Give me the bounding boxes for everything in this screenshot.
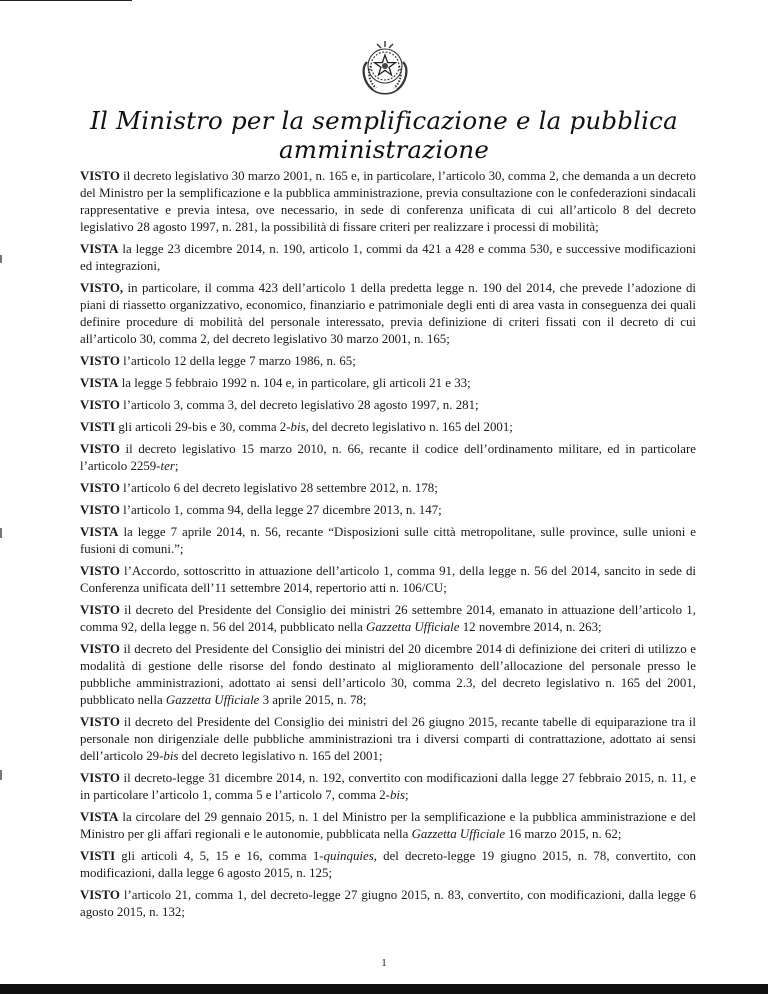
- recital-keyword: VISTO: [80, 354, 120, 368]
- recital-keyword: VISTA: [80, 376, 119, 390]
- recital-text: l’Accordo, sottoscritto in attuazione dell’articolo 1, comma 91, della legge n. 56 del 2014, sancito in sede di Conferenza unificata dell’11 settembre 2014, repertorio atti n. 106/CU;: [80, 564, 696, 595]
- recital-keyword: VISTO: [80, 888, 120, 902]
- recital-keyword: VISTO: [80, 442, 120, 456]
- scan-edge-mark: [0, 255, 2, 263]
- italian-republic-emblem-icon: [357, 38, 413, 98]
- recital-keyword: VISTA: [80, 810, 119, 824]
- recital-text: l’articolo 21, comma 1, del decreto-legge 27 giugno 2015, n. 83, convertito, con modificazioni, dalla legge 6 agosto 2015, n. 132;: [80, 888, 696, 919]
- recital-paragraph: [80, 770, 696, 804]
- scan-edge-mark: [0, 528, 2, 538]
- recital-paragraph: [80, 419, 696, 436]
- recital-text: 3 aprile 2015, n. 78;: [259, 693, 367, 707]
- italic-text: Gazzetta Ufficiale: [165, 693, 260, 707]
- recital-paragraph: [80, 480, 696, 497]
- recital-keyword: VISTO: [80, 603, 120, 617]
- recital-text: la legge 5 febbraio 1992 n. 104 e, in particolare, gli articoli 21 e 33;: [121, 376, 471, 390]
- recital-text: l’articolo 1, comma 94, della legge 27 dicembre 2013, n. 147;: [123, 503, 442, 517]
- recital-text: la legge 7 aprile 2014, n. 56, recante “Disposizioni sulle città metropolitane, sulle province, sulle unioni e fusioni di comuni.”;: [80, 525, 696, 556]
- recital-text: il decreto del Presidente del Consiglio dei ministri del 26 giugno 2015, recante tabelle di equiparazione tra il personale non dirigenziale delle pubbliche amministrazioni tra i diversi comparti di contrattazione, adottato ai sensi dell’articolo 29-: [80, 715, 696, 763]
- recital-paragraph: [80, 887, 696, 921]
- recital-keyword: VISTO: [80, 564, 120, 578]
- recital-keyword: VISTO: [80, 771, 120, 785]
- italic-text: ter: [160, 459, 175, 473]
- recital-keyword: VISTI: [80, 849, 116, 863]
- recital-text: ;: [174, 459, 179, 473]
- recital-text: il decreto-legge 31 dicembre 2014, n. 192, convertito con modificazioni dalla legge 27 febbraio 2015, n. 11, e in particolare l’articolo 1, comma 5 e l’articolo 7, comma 2-: [80, 771, 696, 802]
- recital-text: 12 novembre 2014, n. 263;: [459, 620, 602, 634]
- recital-keyword: VISTO: [80, 715, 120, 729]
- recital-text: in particolare, il comma 423 dell’articolo 1 della predetta legge n. 190 del 2014, che prevede l’adozione di piani di riassetto organizzativo, economico, finanziario e patrimoniale degli enti di area vasta in conseguenza dei quali definire procedure di mobilità del personale interessato, previa definizione di criteri fissati con il decreto di cui all’articolo 30, comma 2, del decreto legislativo 30 marzo 2001, n. 165;: [80, 281, 696, 346]
- recital-paragraph: [80, 241, 696, 275]
- recital-paragraph: [80, 848, 696, 882]
- recital-keyword: VISTI: [80, 420, 116, 434]
- recital-paragraph: [80, 168, 696, 236]
- recital-paragraph: [80, 502, 696, 519]
- page-number: 1: [381, 957, 387, 969]
- recital-paragraph: [80, 397, 696, 414]
- recital-text: gli articoli 4, 5, 15 e 16, comma 1-: [121, 849, 324, 863]
- recital-text: , del decreto legislativo n. 165 del 2001;: [305, 420, 513, 434]
- recital-text: l’articolo 6 del decreto legislativo 28 settembre 2012, n. 178;: [123, 481, 438, 495]
- recital-text: ;: [405, 788, 409, 802]
- scan-edge-mark: [0, 770, 2, 780]
- top-rule: [0, 0, 132, 1]
- scan-bottom-border: [0, 984, 768, 994]
- recital-paragraph: [80, 809, 696, 843]
- recital-text: la legge 23 dicembre 2014, n. 190, articolo 1, commi da 421 a 428 e comma 530, e successive modificazioni ed integrazioni,: [80, 242, 696, 273]
- recital-text: , del decreto-legge 19 giugno 2015, n. 78, convertito, con modificazioni, dalla legge 6 agosto 2015, n. 125;: [80, 849, 696, 880]
- recital-text: del decreto legislativo n. 165 del 2001;: [178, 749, 383, 763]
- recital-keyword: VISTO: [80, 642, 120, 656]
- recital-paragraph: [80, 280, 696, 348]
- italic-text: quinquies: [323, 849, 374, 863]
- recital-text: il decreto legislativo 30 marzo 2001, n. 165 e, in particolare, l’articolo 30, comma 2, che demanda a un decreto del Ministro per la semplificazione e la pubblica amministrazione, previa consultazione con le confederazioni sindacali rappresentative e previa intesa, ove necessario, in sede di conferenza unificata di cui all’articolo 8 del decreto legislativo 28 agosto 1997, n. 281, la possibilità di fissare criteri per realizzare i processi di mobilità;: [80, 169, 696, 234]
- recital-keyword: VISTO: [80, 481, 120, 495]
- recital-keyword: VISTA: [80, 525, 119, 539]
- recital-keyword: VISTO: [80, 169, 120, 183]
- recital-keyword: VISTO: [80, 503, 120, 517]
- recital-text: il decreto legislativo 15 marzo 2010, n. 66, recante il codice dell’ordinamento militare, ed in particolare l’articolo 2259-: [80, 442, 696, 473]
- recital-text: 16 marzo 2015, n. 62;: [505, 827, 622, 841]
- italic-text: bis: [163, 749, 179, 763]
- italic-text: bis: [389, 788, 406, 802]
- recital-paragraph: [80, 602, 696, 636]
- recital-text: l’articolo 3, comma 3, del decreto legislativo 28 agosto 1997, n. 281;: [123, 398, 479, 412]
- recital-paragraph: [80, 353, 696, 370]
- italic-text: Gazzetta Ufficiale: [411, 827, 506, 841]
- recital-keyword: VISTO,: [80, 281, 124, 295]
- italic-text: Gazzetta Ufficiale: [366, 620, 460, 634]
- document-body: [80, 168, 696, 926]
- recital-keyword: VISTO: [80, 398, 120, 412]
- recital-paragraph: [80, 641, 696, 709]
- recital-text: il decreto del Presidente del Consiglio dei ministri del 20 dicembre 2014 di definizione dei criteri di utilizzo e modalità di gestione delle risorse del fondo destinato al miglioramento dell’allocazione del personale presso le pubbliche amministrazioni, adottato ai sensi dell’articolo 30, comma 2.3, del decreto legislativo n. 165 del 2001, pubblicato nella: [80, 642, 696, 707]
- italic-text: bis: [290, 420, 306, 434]
- recital-text: gli articoli 29-bis e 30, comma 2-: [118, 420, 291, 434]
- recital-paragraph: [80, 714, 696, 765]
- recital-text: l’articolo 12 della legge 7 marzo 1986, n. 65;: [123, 354, 356, 368]
- recital-paragraph: [80, 375, 696, 392]
- recital-paragraph: [80, 441, 696, 475]
- recital-paragraph: [80, 524, 696, 558]
- recital-text: la circolare del 29 gennaio 2015, n. 1 del Ministro per la semplificazione e la pubblica amministrazione e del Ministro per gli affari regionali e le autonomie, pubblicata nella: [80, 810, 697, 841]
- ministry-heading: Il Ministro per la semplificazione e la pubblica amministrazione: [90, 106, 678, 164]
- recital-text: il decreto del Presidente del Consiglio dei ministri 26 settembre 2014, emanato in attuazione dell’articolo 1, comma 92, della legge n. 56 del 2014, pubblicato nella: [80, 603, 696, 634]
- recital-paragraph: [80, 563, 696, 597]
- recital-keyword: VISTA: [80, 242, 119, 256]
